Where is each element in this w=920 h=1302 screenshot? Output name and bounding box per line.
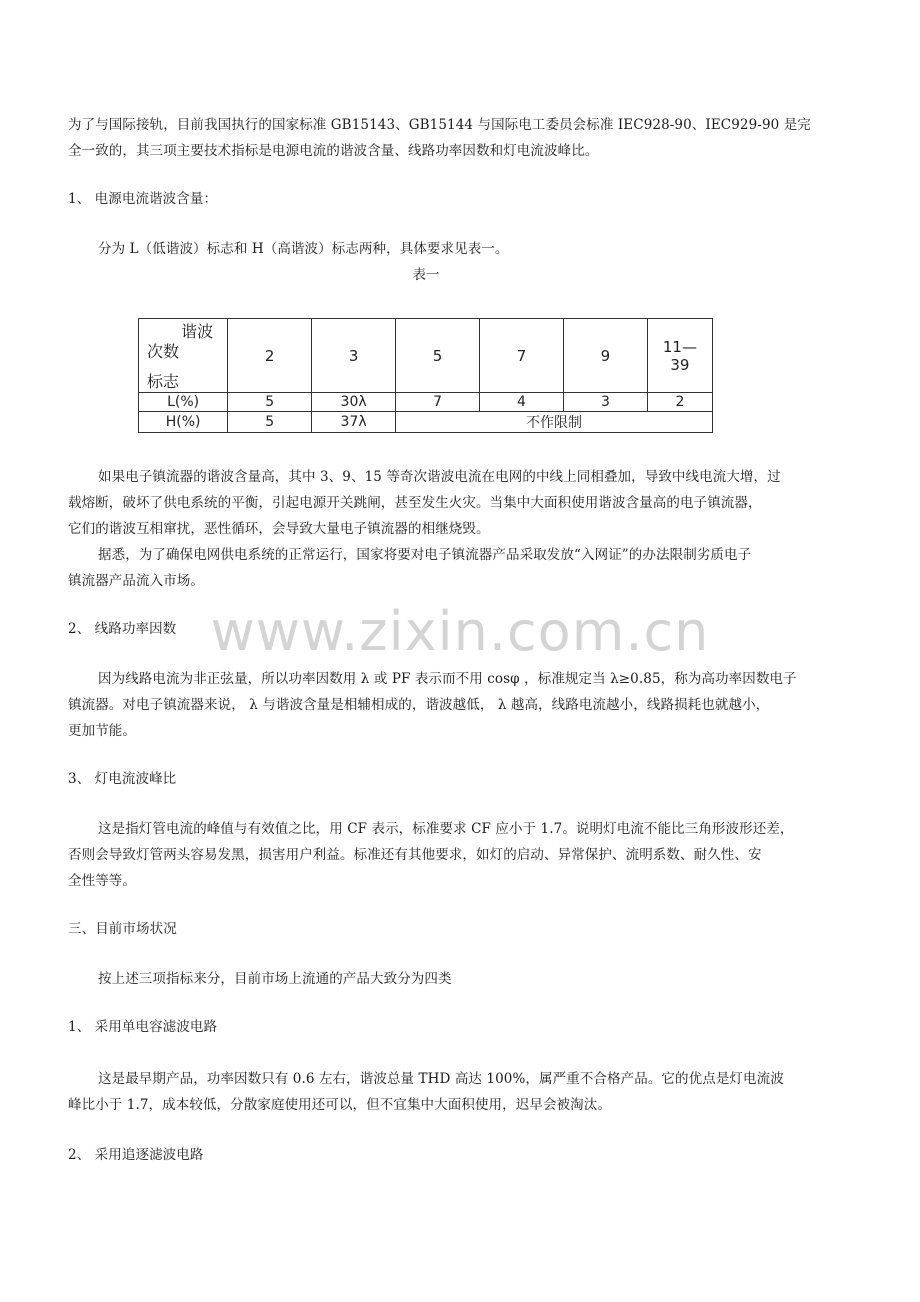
row-label: L(%) — [139, 393, 228, 412]
table-header-row — [139, 319, 713, 393]
order-cell: 3 — [312, 319, 396, 393]
watermark: www.zixin.com.cn — [210, 600, 710, 663]
value-cell: 5 — [228, 393, 312, 412]
section1-heading: 1、 电源电流谐波含量： — [68, 191, 218, 207]
table-row-l — [139, 393, 713, 412]
value-cell: 2 — [647, 393, 712, 412]
order-cell: 9 — [563, 319, 647, 393]
order-cell-range — [647, 319, 712, 393]
order-cell: 5 — [396, 319, 480, 393]
value-cell-unrestricted: 不作限制 — [396, 412, 713, 433]
harmonic-limits-table — [138, 318, 713, 433]
table-row-h — [139, 412, 713, 433]
market-heading: 三、目前市场状况 — [68, 921, 177, 937]
value-cell: 5 — [228, 412, 312, 433]
corner-label-harmonic: 谐波 — [181, 322, 214, 341]
section3-line-2: 否则会导致灯管两头容易发黑，损害用户利益。标准还有其他要求，如灯的启动、异常保护、流明系数、耐久性、安 — [68, 847, 762, 863]
section3-line-1: 这是指灯管电流的峰值与有效值之比，用 CF 表示，标准要求 CF 应小于 1.7。说明灯电流不能比三角形波形还差， — [98, 821, 794, 837]
value-cell: 3 — [563, 393, 647, 412]
value-cell: 30λ — [312, 393, 396, 412]
section2-line-1: 因为线路电流为非正弦量，所以功率因数用 λ 或 PF 表示而不用 cosφ ，标准规定当 λ≥0.85，称为高功率因数电子 — [98, 671, 797, 687]
table-caption: 表一 — [412, 267, 440, 283]
order-range-start: 11— — [662, 337, 697, 356]
section3-heading: 3、 灯电流波峰比 — [68, 771, 177, 787]
harm-para-line-3: 它们的谐波互相窜扰，恶性循环，会导致大量电子镇流器的相继烧毁。 — [68, 521, 490, 537]
category1-line-2: 峰比小于 1.7，成本较低，分散家庭使用还可以，但不宜集中大面积使用，迟早会被淘汰。 — [68, 1097, 611, 1113]
section3-line-3: 全性等等。 — [68, 873, 136, 889]
harm-para-line-1: 如果电子镇流器的谐波含量高，其中 3、9、15 等奇次谐波电流在电网的中线上同相叠加，导致中线电流大增，过 — [98, 469, 781, 485]
row-label: H(%) — [139, 412, 228, 433]
harm-para-line-2: 载熔断，破坏了供电系统的平衡，引起电源开关跳闸，甚至发生火灾。当集中大面积使用谐波含量高的电子镇流器， — [68, 495, 762, 511]
section2-line-3: 更加节能。 — [68, 723, 136, 739]
corner-label-mark: 标志 — [147, 372, 180, 391]
category1-line-1: 这是最早期产品，功率因数只有 0.6 左右，谐波总量 THD 高达 100%，属严重不合格产品。它的优点是灯电流波 — [98, 1071, 784, 1087]
section2-heading: 2、 线路功率因数 — [68, 621, 177, 637]
intro-line-1: 为了与国际接轨，目前我国执行的国家标准 GB15143、GB15144 与国际电工委员会标准 IEC928-90、IEC929-90 是完 — [68, 117, 811, 133]
section2-line-2: 镇流器。对电子镇流器来说， λ 与谐波含量是相辅相成的，谐波越低， λ 越高，线路电流越小，线路损耗也就越小， — [68, 697, 770, 713]
section1-desc: 分为 L（低谐波）标志和 H（高谐波）标志两种，具体要求见表一。 — [98, 241, 509, 257]
order-cell: 2 — [228, 319, 312, 393]
category2-heading: 2、 采用追逐滤波电路 — [68, 1147, 204, 1163]
market-desc: 按上述三项指标来分，目前市场上流通的产品大致分为四类 — [98, 971, 452, 987]
value-cell: 7 — [396, 393, 480, 412]
value-cell: 37λ — [312, 412, 396, 433]
category1-heading: 1、 采用单电容滤波电路 — [68, 1019, 218, 1035]
harm-para-line-4: 据悉，为了确保电网供电系统的正常运行，国家将要对电子镇流器产品采取发放“入网证”的办法限制劣质电子 — [98, 547, 752, 563]
corner-label-order: 次数 — [147, 342, 180, 361]
order-cell: 7 — [480, 319, 564, 393]
intro-line-2: 全一致的，其三项主要技术指标是电源电流的谐波含量、线路功率因数和灯电流波峰比。 — [68, 143, 599, 159]
order-range-end: 39 — [670, 355, 690, 374]
value-cell: 4 — [480, 393, 564, 412]
table-corner-cell — [139, 319, 228, 393]
harm-para-line-5: 镇流器产品流入市场。 — [68, 573, 204, 589]
